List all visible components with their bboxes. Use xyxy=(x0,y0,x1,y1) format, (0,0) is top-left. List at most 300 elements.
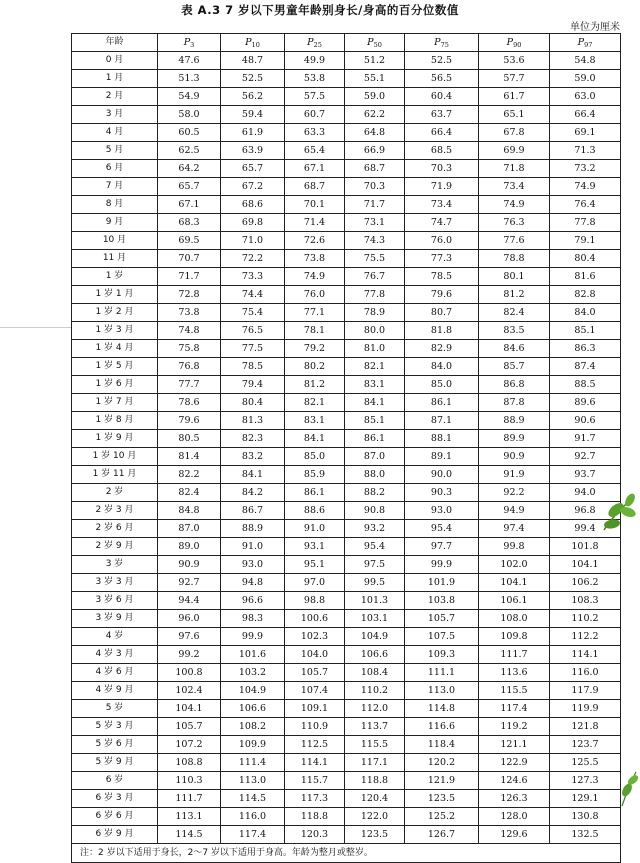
value-cell: 69.8 xyxy=(221,214,285,232)
age-cell: 6 月 xyxy=(72,160,158,178)
value-cell: 97.7 xyxy=(405,538,479,556)
value-cell: 126.7 xyxy=(405,826,479,844)
value-cell: 89.1 xyxy=(405,448,479,466)
value-cell: 104.9 xyxy=(221,682,285,700)
value-cell: 81.6 xyxy=(550,268,621,286)
value-cell: 81.3 xyxy=(221,412,285,430)
value-cell: 117.1 xyxy=(345,754,405,772)
value-cell: 103.2 xyxy=(221,664,285,682)
value-cell: 93.7 xyxy=(550,466,621,484)
value-cell: 75.5 xyxy=(345,250,405,268)
age-cell: 4 岁 9 月 xyxy=(72,682,158,700)
value-cell: 80.0 xyxy=(345,322,405,340)
age-cell: 1 岁 1 月 xyxy=(72,286,158,304)
value-cell: 80.4 xyxy=(221,394,285,412)
percentile-header: $P_{97}$ xyxy=(550,34,621,52)
value-cell: 107.5 xyxy=(405,628,479,646)
value-cell: 77.8 xyxy=(550,214,621,232)
age-cell: 1 岁 6 月 xyxy=(72,376,158,394)
table-title: 表 A.3 7 岁以下男童年龄别身长/身高的百分位数值 xyxy=(181,3,459,17)
value-cell: 125.2 xyxy=(405,808,479,826)
value-cell: 73.4 xyxy=(405,196,479,214)
value-cell: 105.7 xyxy=(285,664,345,682)
age-cell: 4 月 xyxy=(72,124,158,142)
table-row xyxy=(72,808,621,826)
value-cell: 117.9 xyxy=(550,682,621,700)
table-row xyxy=(72,52,621,70)
table-row xyxy=(72,142,621,160)
value-cell: 61.9 xyxy=(221,124,285,142)
value-cell: 129.1 xyxy=(550,790,621,808)
age-cell: 3 岁 6 月 xyxy=(72,592,158,610)
value-cell: 94.9 xyxy=(479,502,550,520)
value-cell: 124.6 xyxy=(479,772,550,790)
value-cell: 95.4 xyxy=(345,538,405,556)
value-cell: 49.9 xyxy=(285,52,345,70)
value-cell: 76.5 xyxy=(221,322,285,340)
value-cell: 96.6 xyxy=(221,592,285,610)
table-row xyxy=(72,592,621,610)
value-cell: 82.4 xyxy=(158,484,221,502)
value-cell: 99.2 xyxy=(158,646,221,664)
value-cell: 68.7 xyxy=(345,160,405,178)
value-cell: 87.1 xyxy=(405,412,479,430)
percentile-header: $P_{25}$ xyxy=(285,34,345,52)
value-cell: 86.8 xyxy=(479,376,550,394)
value-cell: 122.0 xyxy=(345,808,405,826)
value-cell: 87.0 xyxy=(158,520,221,538)
value-cell: 71.8 xyxy=(479,160,550,178)
table-row xyxy=(72,70,621,88)
value-cell: 75.4 xyxy=(221,304,285,322)
value-cell: 77.7 xyxy=(158,376,221,394)
table-row xyxy=(72,322,621,340)
value-cell: 112.5 xyxy=(285,736,345,754)
value-cell: 113.6 xyxy=(479,664,550,682)
value-cell: 83.1 xyxy=(345,376,405,394)
value-cell: 80.7 xyxy=(405,304,479,322)
value-cell: 106.6 xyxy=(221,700,285,718)
value-cell: 66.9 xyxy=(345,142,405,160)
value-cell: 67.2 xyxy=(221,178,285,196)
value-cell: 68.3 xyxy=(158,214,221,232)
value-cell: 86.1 xyxy=(285,484,345,502)
age-cell: 1 岁 7 月 xyxy=(72,394,158,412)
value-cell: 110.9 xyxy=(285,718,345,736)
value-cell: 109.1 xyxy=(285,700,345,718)
value-cell: 84.1 xyxy=(285,430,345,448)
age-cell: 4 岁 6 月 xyxy=(72,664,158,682)
value-cell: 74.9 xyxy=(479,196,550,214)
value-cell: 85.0 xyxy=(405,376,479,394)
value-cell: 85.0 xyxy=(285,448,345,466)
value-cell: 77.1 xyxy=(285,304,345,322)
age-cell: 9 月 xyxy=(72,214,158,232)
table-row xyxy=(72,214,621,232)
value-cell: 76.3 xyxy=(479,214,550,232)
value-cell: 91.0 xyxy=(221,538,285,556)
value-cell: 77.5 xyxy=(221,340,285,358)
age-cell: 8 月 xyxy=(72,196,158,214)
value-cell: 60.7 xyxy=(285,106,345,124)
value-cell: 107.4 xyxy=(285,682,345,700)
age-cell: 1 岁 4 月 xyxy=(72,340,158,358)
value-cell: 84.8 xyxy=(158,502,221,520)
value-cell: 108.8 xyxy=(158,754,221,772)
value-cell: 99.9 xyxy=(221,628,285,646)
table-row xyxy=(72,628,621,646)
value-cell: 65.4 xyxy=(285,142,345,160)
value-cell: 111.7 xyxy=(158,790,221,808)
table-row xyxy=(72,664,621,682)
age-cell: 1 月 xyxy=(72,70,158,88)
value-cell: 123.5 xyxy=(405,790,479,808)
value-cell: 98.3 xyxy=(221,610,285,628)
value-cell: 68.7 xyxy=(285,178,345,196)
value-cell: 94.8 xyxy=(221,574,285,592)
leaf-decoration-icon xyxy=(600,490,640,536)
value-cell: 106.2 xyxy=(550,574,621,592)
table-note: 注：2 岁以下适用于身长，2～7 岁以下适用于身高。年龄为整月或整岁。 xyxy=(72,844,621,863)
value-cell: 91.0 xyxy=(285,520,345,538)
value-cell: 58.0 xyxy=(158,106,221,124)
value-cell: 63.3 xyxy=(285,124,345,142)
table-row xyxy=(72,754,621,772)
value-cell: 52.5 xyxy=(221,70,285,88)
table-row xyxy=(72,250,621,268)
age-cell: 1 岁 11 月 xyxy=(72,466,158,484)
value-cell: 73.1 xyxy=(345,214,405,232)
value-cell: 86.1 xyxy=(345,430,405,448)
value-cell: 88.9 xyxy=(479,412,550,430)
value-cell: 93.1 xyxy=(285,538,345,556)
value-cell: 61.7 xyxy=(479,88,550,106)
value-cell: 73.2 xyxy=(550,160,621,178)
value-cell: 113.1 xyxy=(158,808,221,826)
table-row xyxy=(72,106,621,124)
value-cell: 99.4 xyxy=(550,520,621,538)
value-cell: 111.1 xyxy=(405,664,479,682)
percentile-header: $P_{75}$ xyxy=(405,34,479,52)
table-row xyxy=(72,520,621,538)
value-cell: 93.2 xyxy=(345,520,405,538)
age-cell: 1 岁 xyxy=(72,268,158,286)
value-cell: 92.2 xyxy=(479,484,550,502)
value-cell: 82.1 xyxy=(345,358,405,376)
percentile-header: $P_{90}$ xyxy=(479,34,550,52)
value-cell: 55.1 xyxy=(345,70,405,88)
table-row xyxy=(72,376,621,394)
table-row xyxy=(72,700,621,718)
value-cell: 78.9 xyxy=(345,304,405,322)
table-row xyxy=(72,178,621,196)
value-cell: 127.3 xyxy=(550,772,621,790)
age-cell: 1 岁 2 月 xyxy=(72,304,158,322)
value-cell: 69.5 xyxy=(158,232,221,250)
value-cell: 101.9 xyxy=(405,574,479,592)
value-cell: 71.7 xyxy=(345,196,405,214)
value-cell: 68.5 xyxy=(405,142,479,160)
value-cell: 81.0 xyxy=(345,340,405,358)
value-cell: 77.3 xyxy=(405,250,479,268)
value-cell: 126.3 xyxy=(479,790,550,808)
value-cell: 87.4 xyxy=(550,358,621,376)
value-cell: 88.6 xyxy=(285,502,345,520)
value-cell: 70.3 xyxy=(405,160,479,178)
value-cell: 117.4 xyxy=(479,700,550,718)
value-cell: 82.8 xyxy=(550,286,621,304)
value-cell: 72.2 xyxy=(221,250,285,268)
age-cell: 6 岁 3 月 xyxy=(72,790,158,808)
value-cell: 113.0 xyxy=(405,682,479,700)
age-cell: 6 岁 9 月 xyxy=(72,826,158,844)
value-cell: 122.9 xyxy=(479,754,550,772)
value-cell: 84.1 xyxy=(345,394,405,412)
age-cell: 2 岁 9 月 xyxy=(72,538,158,556)
value-cell: 97.6 xyxy=(158,628,221,646)
value-cell: 114.5 xyxy=(221,790,285,808)
value-cell: 92.7 xyxy=(158,574,221,592)
value-cell: 105.7 xyxy=(405,610,479,628)
table-row xyxy=(72,160,621,178)
value-cell: 123.7 xyxy=(550,736,621,754)
value-cell: 128.0 xyxy=(479,808,550,826)
value-cell: 89.9 xyxy=(479,430,550,448)
value-cell: 96.0 xyxy=(158,610,221,628)
value-cell: 47.6 xyxy=(158,52,221,70)
table-row xyxy=(72,340,621,358)
table-row xyxy=(72,502,621,520)
value-cell: 125.5 xyxy=(550,754,621,772)
value-cell: 100.6 xyxy=(285,610,345,628)
value-cell: 115.7 xyxy=(285,772,345,790)
age-cell: 3 岁 9 月 xyxy=(72,610,158,628)
value-cell: 60.5 xyxy=(158,124,221,142)
table-row xyxy=(72,196,621,214)
value-cell: 81.2 xyxy=(285,376,345,394)
table-row xyxy=(72,430,621,448)
value-cell: 76.0 xyxy=(285,286,345,304)
value-cell: 63.9 xyxy=(221,142,285,160)
value-cell: 105.7 xyxy=(158,718,221,736)
value-cell: 84.0 xyxy=(550,304,621,322)
age-cell: 1 岁 8 月 xyxy=(72,412,158,430)
value-cell: 74.4 xyxy=(221,286,285,304)
percentile-header: $P_3$ xyxy=(158,34,221,52)
value-cell: 78.1 xyxy=(285,322,345,340)
value-cell: 69.1 xyxy=(550,124,621,142)
value-cell: 66.4 xyxy=(405,124,479,142)
value-cell: 78.6 xyxy=(158,394,221,412)
value-cell: 59.4 xyxy=(221,106,285,124)
value-cell: 70.1 xyxy=(285,196,345,214)
age-cell: 6 岁 xyxy=(72,772,158,790)
value-cell: 90.9 xyxy=(158,556,221,574)
value-cell: 81.8 xyxy=(405,322,479,340)
table-row xyxy=(72,286,621,304)
value-cell: 48.7 xyxy=(221,52,285,70)
value-cell: 78.5 xyxy=(405,268,479,286)
value-cell: 76.7 xyxy=(345,268,405,286)
table-row xyxy=(72,556,621,574)
table-row xyxy=(72,124,621,142)
value-cell: 79.2 xyxy=(285,340,345,358)
value-cell: 76.8 xyxy=(158,358,221,376)
value-cell: 121.1 xyxy=(479,736,550,754)
value-cell: 101.3 xyxy=(345,592,405,610)
value-cell: 56.5 xyxy=(405,70,479,88)
table-row xyxy=(72,682,621,700)
value-cell: 68.6 xyxy=(221,196,285,214)
value-cell: 98.8 xyxy=(285,592,345,610)
table-row xyxy=(72,232,621,250)
value-cell: 84.1 xyxy=(221,466,285,484)
table-row xyxy=(72,394,621,412)
value-cell: 121.9 xyxy=(405,772,479,790)
value-cell: 84.0 xyxy=(405,358,479,376)
table-row xyxy=(72,88,621,106)
value-cell: 86.1 xyxy=(405,394,479,412)
age-cell: 5 岁 6 月 xyxy=(72,736,158,754)
value-cell: 108.0 xyxy=(479,610,550,628)
value-cell: 85.7 xyxy=(479,358,550,376)
value-cell: 112.2 xyxy=(550,628,621,646)
value-cell: 70.7 xyxy=(158,250,221,268)
value-cell: 64.2 xyxy=(158,160,221,178)
value-cell: 112.0 xyxy=(345,700,405,718)
age-cell: 1 岁 5 月 xyxy=(72,358,158,376)
value-cell: 74.8 xyxy=(158,322,221,340)
value-cell: 79.4 xyxy=(221,376,285,394)
value-cell: 67.8 xyxy=(479,124,550,142)
age-cell: 10 月 xyxy=(72,232,158,250)
value-cell: 114.5 xyxy=(158,826,221,844)
value-cell: 91.9 xyxy=(479,466,550,484)
table-body xyxy=(72,52,621,844)
age-cell: 0 月 xyxy=(72,52,158,70)
value-cell: 57.7 xyxy=(479,70,550,88)
value-cell: 88.5 xyxy=(550,376,621,394)
value-cell: 113.7 xyxy=(345,718,405,736)
percentile-header: $P_{50}$ xyxy=(345,34,405,52)
value-cell: 114.1 xyxy=(285,754,345,772)
value-cell: 56.2 xyxy=(221,88,285,106)
value-cell: 54.9 xyxy=(158,88,221,106)
value-cell: 99.5 xyxy=(345,574,405,592)
value-cell: 107.2 xyxy=(158,736,221,754)
value-cell: 77.8 xyxy=(345,286,405,304)
value-cell: 92.7 xyxy=(550,448,621,466)
value-cell: 71.0 xyxy=(221,232,285,250)
value-cell: 108.3 xyxy=(550,592,621,610)
value-cell: 59.0 xyxy=(550,70,621,88)
value-cell: 67.1 xyxy=(285,160,345,178)
value-cell: 73.4 xyxy=(479,178,550,196)
value-cell: 100.8 xyxy=(158,664,221,682)
age-column-header: 年龄 xyxy=(72,34,158,52)
age-cell: 5 岁 xyxy=(72,700,158,718)
value-cell: 80.4 xyxy=(550,250,621,268)
value-cell: 111.7 xyxy=(479,646,550,664)
value-cell: 94.0 xyxy=(550,484,621,502)
value-cell: 79.1 xyxy=(550,232,621,250)
age-cell: 1 岁 10 月 xyxy=(72,448,158,466)
age-cell: 1 岁 3 月 xyxy=(72,322,158,340)
value-cell: 63.0 xyxy=(550,88,621,106)
value-cell: 93.0 xyxy=(405,502,479,520)
value-cell: 103.1 xyxy=(345,610,405,628)
value-cell: 88.9 xyxy=(221,520,285,538)
value-cell: 89.0 xyxy=(158,538,221,556)
value-cell: 95.1 xyxy=(285,556,345,574)
value-cell: 118.4 xyxy=(405,736,479,754)
value-cell: 120.4 xyxy=(345,790,405,808)
value-cell: 62.2 xyxy=(345,106,405,124)
value-cell: 71.7 xyxy=(158,268,221,286)
value-cell: 118.8 xyxy=(285,808,345,826)
value-cell: 117.4 xyxy=(221,826,285,844)
table-note-row xyxy=(72,844,621,863)
value-cell: 54.8 xyxy=(550,52,621,70)
value-cell: 116.0 xyxy=(550,664,621,682)
value-cell: 52.5 xyxy=(405,52,479,70)
value-cell: 109.8 xyxy=(479,628,550,646)
value-cell: 76.4 xyxy=(550,196,621,214)
value-cell: 71.4 xyxy=(285,214,345,232)
value-cell: 87.8 xyxy=(479,394,550,412)
value-cell: 82.3 xyxy=(221,430,285,448)
value-cell: 102.0 xyxy=(479,556,550,574)
value-cell: 104.0 xyxy=(285,646,345,664)
value-cell: 109.3 xyxy=(405,646,479,664)
table-row xyxy=(72,304,621,322)
value-cell: 84.2 xyxy=(221,484,285,502)
value-cell: 88.2 xyxy=(345,484,405,502)
value-cell: 69.9 xyxy=(479,142,550,160)
value-cell: 60.4 xyxy=(405,88,479,106)
age-cell: 7 月 xyxy=(72,178,158,196)
value-cell: 81.4 xyxy=(158,448,221,466)
age-cell: 2 岁 xyxy=(72,484,158,502)
value-cell: 101.8 xyxy=(550,538,621,556)
value-cell: 90.8 xyxy=(345,502,405,520)
value-cell: 74.9 xyxy=(285,268,345,286)
table-row xyxy=(72,268,621,286)
value-cell: 73.8 xyxy=(285,250,345,268)
table-row xyxy=(72,790,621,808)
value-cell: 119.9 xyxy=(550,700,621,718)
value-cell: 114.8 xyxy=(405,700,479,718)
value-cell: 102.4 xyxy=(158,682,221,700)
value-cell: 129.6 xyxy=(479,826,550,844)
value-cell: 90.3 xyxy=(405,484,479,502)
value-cell: 65.7 xyxy=(158,178,221,196)
value-cell: 51.3 xyxy=(158,70,221,88)
value-cell: 118.8 xyxy=(345,772,405,790)
value-cell: 104.1 xyxy=(158,700,221,718)
value-cell: 85.1 xyxy=(550,322,621,340)
age-cell: 2 岁 3 月 xyxy=(72,502,158,520)
value-cell: 115.5 xyxy=(479,682,550,700)
value-cell: 84.6 xyxy=(479,340,550,358)
value-cell: 71.3 xyxy=(550,142,621,160)
value-cell: 82.4 xyxy=(479,304,550,322)
table-row xyxy=(72,538,621,556)
value-cell: 64.8 xyxy=(345,124,405,142)
value-cell: 80.2 xyxy=(285,358,345,376)
value-cell: 106.1 xyxy=(479,592,550,610)
value-cell: 93.0 xyxy=(221,556,285,574)
